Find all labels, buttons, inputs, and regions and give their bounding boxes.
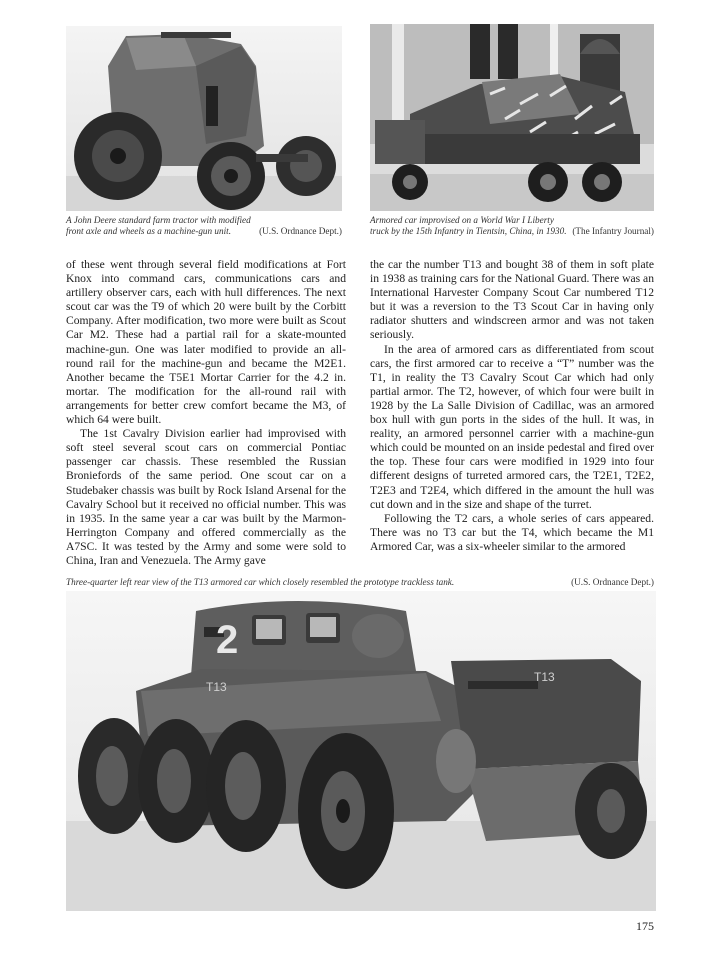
truck-photo [370, 24, 654, 211]
armored-car-credit: (U.S. Ordnance Dept.) [571, 577, 654, 587]
truck-caption [370, 215, 654, 237]
right-paragraph-2: In the area of armored cars as differentiated from scout cars, the first armored car to receive a “T” number was the T1, in reality the T3 Cavalry Scout Car which had only partial armor. The T2, however, of which four were built in 1928 by the La Salle Division of Cadillac, was an armored box hull with gun ports in the sides of the hull. It was, in reality, an armored personnel carrier with a machine-gun which could be mounted on an inside pedestal and fired over the top. These four cars were modified in 1929 into four different designs of turreted armored cars, the T2E1, T2E2, T2E3 and T2E4, which differed in the amount the hull was cut down and in the size and shape of the turret. [370, 342, 654, 511]
armored-car-caption-text: Three-quarter left rear view of the T13 armored car which closely resembled the prototype trackless tank. [66, 577, 455, 587]
tractor-credit: (U.S. Ordnance Dept.) [259, 226, 342, 236]
armored-car-photo [66, 591, 656, 911]
tractor-photo [66, 26, 342, 211]
right-paragraph-3: Following the T2 cars, a whole series of cars appeared. There was no T3 car but the T4, which became the M1 Armored Car, was a six-wheeler similar to the armored [370, 511, 654, 553]
tractor-caption-text: A John Deere standard farm tractor with modified front axle and wheels as a machine-gun unit. [66, 215, 251, 236]
turret-number: 2 [216, 618, 239, 662]
left-paragraph-2: The 1st Cavalry Division earlier had improvised with soft steel several scout cars on commercial Pontiac passenger car chassis. These resembled the Russian Broniefords of the same period. One scout car on a Studebaker chassis was built by Rock Island Arsenal for the Cavalry School but it received no official number. This was in 1935. In the same year a car was built by the Marmon-Herrington Company and offered commercially as the A7SC. It was tested by the Army and some were sold to China, Iran and Venezuela. The Army gave [66, 427, 346, 567]
truck-caption-text: Armored car improvised on a World War I Liberty truck by the 15th Infantry in Tientsin, China, in 1930. [370, 215, 567, 236]
left-paragraph-1: of these went through several field modifications at Fort Knox into command cars, communications cars and artillery observer cars, each with hull differences. The next scout car was the T9 of which 20 were built by the Corbitt Company. After modification, two more were built as Scout Car M2. These had a partial rail for a skate-mounted machine-gun. One was later modified to provide an all-round rail for the machine-gun and became the M2E1. Another became the T5E1 Mortar Carrier for the 4.2 in. mortar. The modification for the all-round rail with arrangements for better crew comfort became the M3, of which 64 were built. [66, 258, 346, 427]
armored-car-caption [66, 577, 654, 588]
tractor-caption [66, 215, 342, 237]
hull-marking: T13 [206, 680, 227, 694]
page-number: 175 [636, 919, 654, 933]
truck-credit: (The Infantry Journal) [572, 226, 654, 236]
right-column [370, 258, 654, 554]
rear-marking: T13 [534, 670, 555, 684]
right-paragraph-1: the car the number T13 and bought 38 of them in soft plate in 1938 as training cars for the National Guard. There was an International Harvester Company Scout Car numbered T12 but it was a reversion to the T3 Scout Car in having only radiator shutters and windscreen armor and was not taken seriously. [370, 258, 654, 342]
left-column [66, 258, 346, 568]
